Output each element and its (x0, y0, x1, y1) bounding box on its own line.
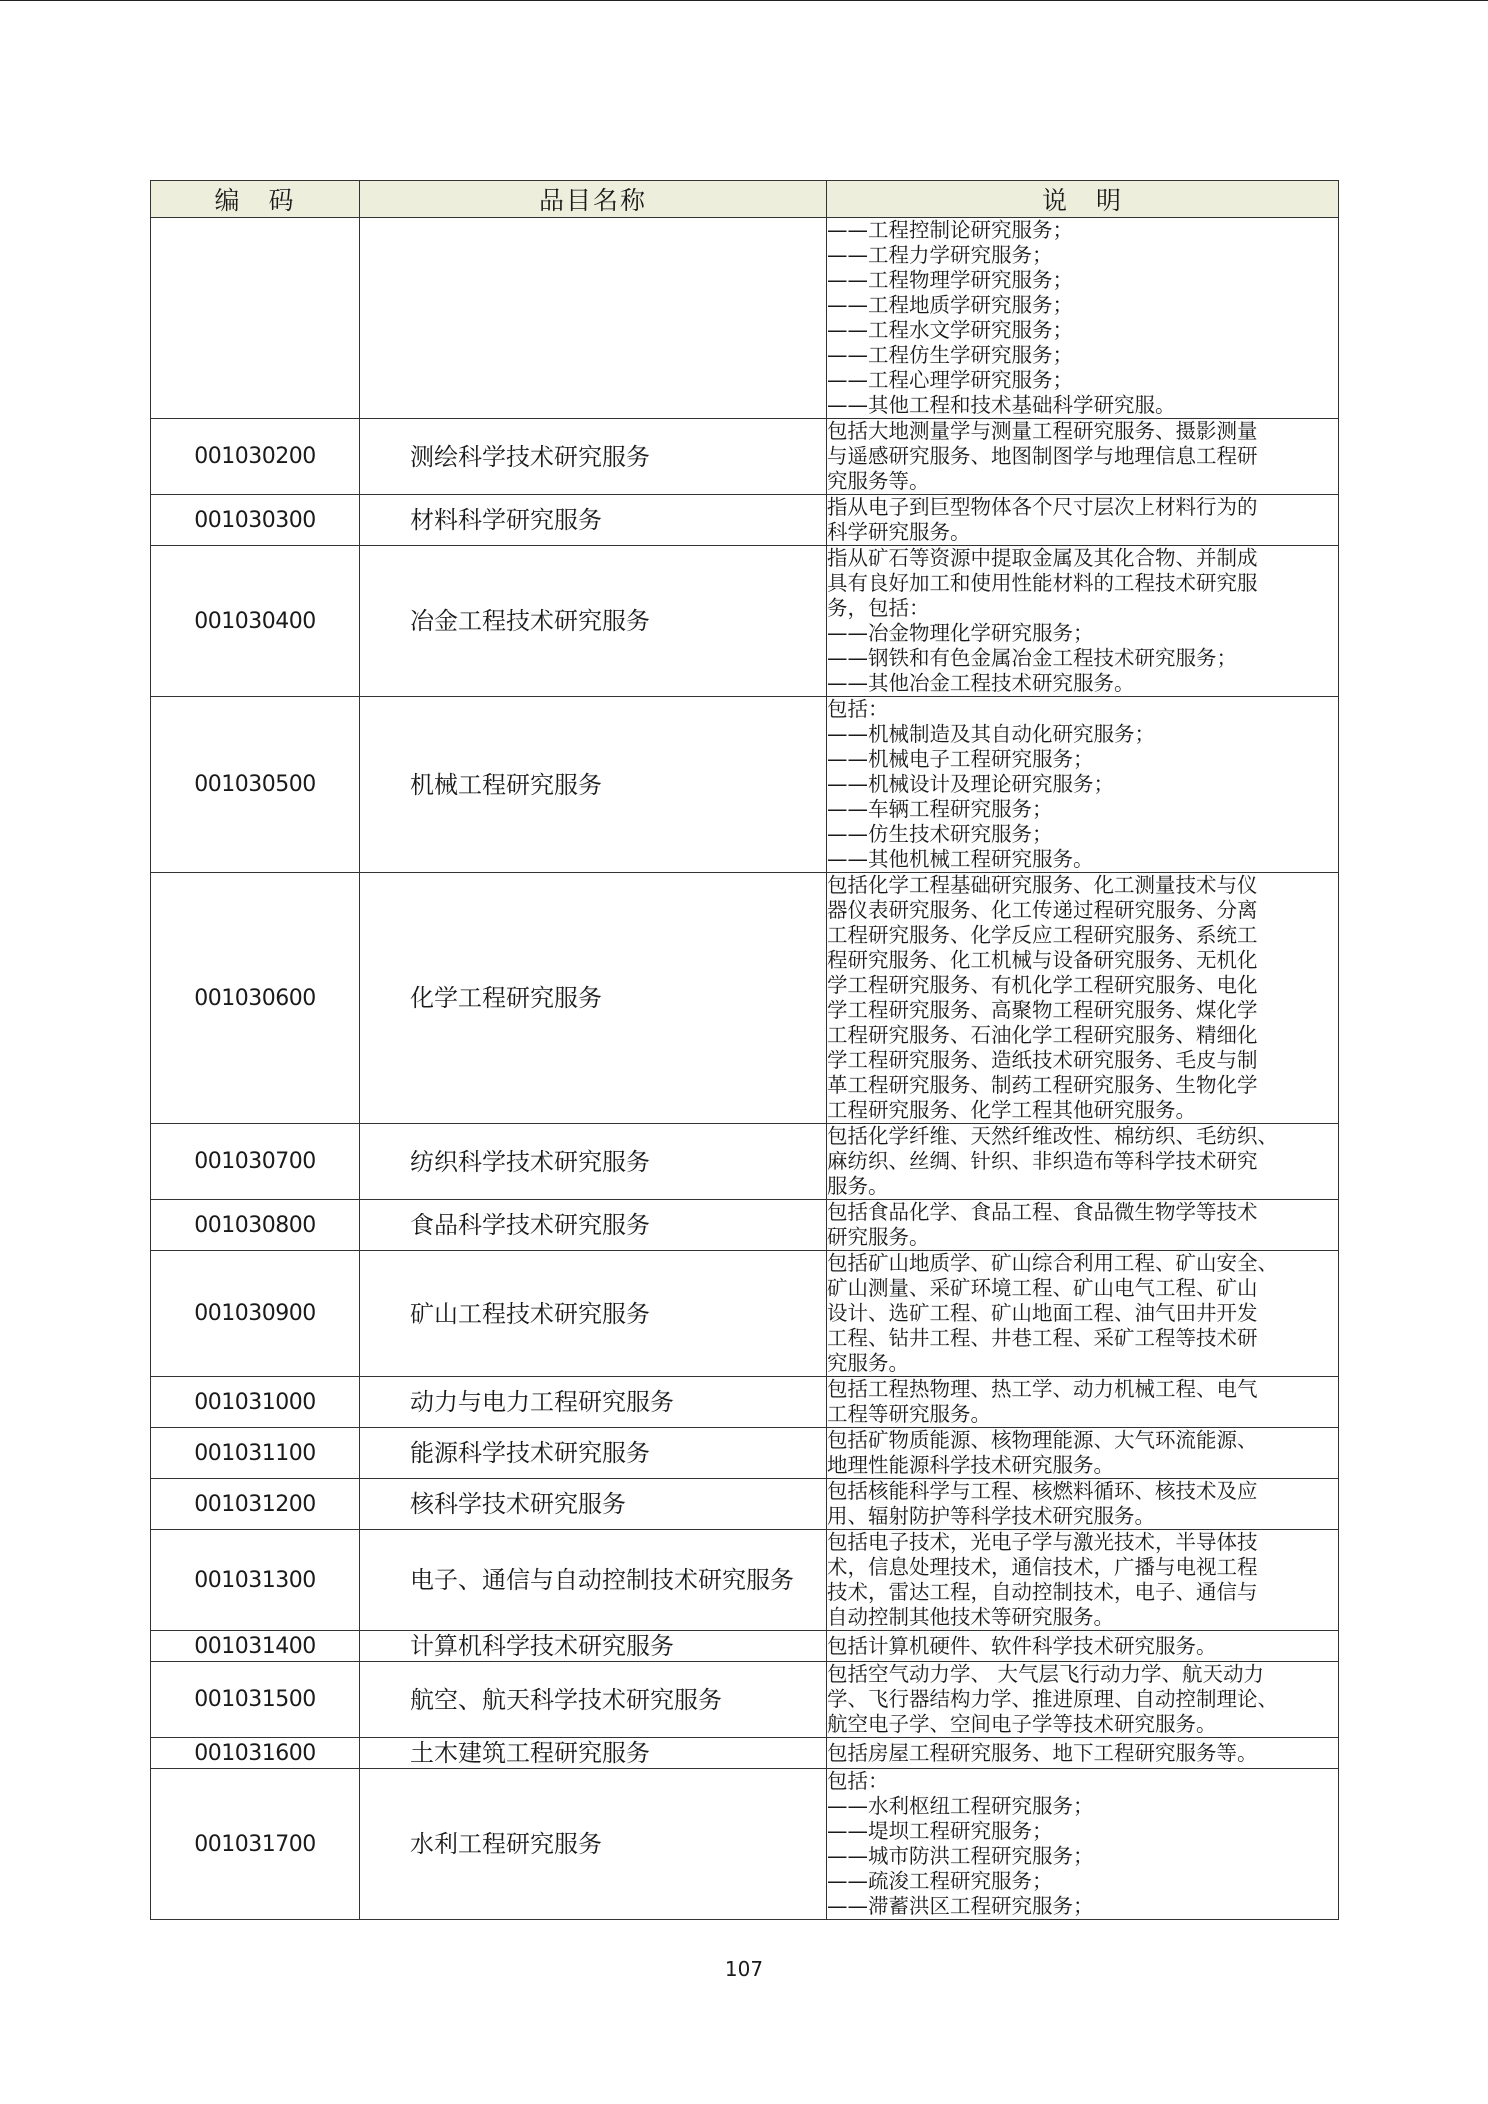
item-code: 001030900 (151, 1251, 360, 1377)
table-row (151, 1251, 1339, 1377)
description-line: 器仪表研究服务、化工传递过程研究服务、分离 (827, 898, 1258, 922)
item-description (827, 1479, 1339, 1530)
table-row (151, 1631, 1339, 1662)
description-line: 学、飞行器结构力学、推进原理、自动控制理论、 (827, 1687, 1278, 1711)
description-line: ——工程仿生学研究服务； (827, 343, 1073, 367)
item-name-cell (360, 1479, 827, 1530)
item-name-cell (360, 873, 827, 1124)
description-line: 与遥感研究服务、地图制图学与地理信息工程研 (827, 444, 1258, 468)
item-name-cell (360, 1769, 827, 1920)
item-description (827, 1251, 1339, 1377)
description-line: 研究服务。 (827, 1225, 930, 1249)
description-line: 工程研究服务、石油化学工程研究服务、精细化 (827, 1023, 1258, 1047)
item-name: 纺织科学技术研究服务 (410, 1147, 650, 1176)
description-line: 务，包括： (827, 596, 930, 620)
table-row (151, 1769, 1339, 1920)
description-line: ——滞蓄洪区工程研究服务； (827, 1894, 1094, 1918)
description-line: 技术，雷达工程，自动控制技术，电子、通信与 (827, 1580, 1258, 1604)
description-line: 革工程研究服务、制药工程研究服务、生物化学 (827, 1073, 1258, 1097)
description-line: ——堤坝工程研究服务； (827, 1819, 1053, 1843)
description-line: 包括食品化学、食品工程、食品微生物学等技术 (827, 1200, 1258, 1224)
description-line: 包括： (827, 1769, 889, 1793)
item-description (827, 1200, 1339, 1251)
item-name: 计算机科学技术研究服务 (410, 1632, 674, 1660)
description-line: ——水利枢纽工程研究服务； (827, 1794, 1094, 1818)
description-line: 学工程研究服务、高聚物工程研究服务、煤化学 (827, 998, 1258, 1022)
header-code: 编 码 (151, 181, 360, 218)
item-description (827, 546, 1339, 697)
page-top-border (0, 0, 1488, 1)
item-name: 机械工程研究服务 (410, 770, 602, 799)
header-name: 品目名称 (360, 181, 827, 218)
item-name-cell (360, 1631, 827, 1662)
item-description (827, 1124, 1339, 1200)
table-row (151, 1479, 1339, 1530)
item-code: 001031500 (151, 1662, 360, 1738)
description-line: 服务。 (827, 1174, 889, 1198)
item-name-cell (360, 697, 827, 873)
item-code: 001030200 (151, 419, 360, 495)
description-line: ——车辆工程研究服务； (827, 797, 1053, 821)
description-line: ——钢铁和有色金属冶金工程技术研究服务； (827, 646, 1237, 670)
table-body (151, 218, 1339, 1920)
table-row (151, 419, 1339, 495)
description-line: 包括房屋工程研究服务、地下工程研究服务等。 (827, 1740, 1258, 1765)
description-line: 包括电子技术，光电子学与激光技术，半导体技 (827, 1530, 1258, 1554)
description-line: 科学研究服务。 (827, 520, 971, 544)
item-name: 材料科学研究服务 (410, 506, 602, 534)
description-line: 自动控制其他技术等研究服务。 (827, 1605, 1114, 1629)
item-code (151, 218, 360, 419)
description-line: 矿山测量、采矿环境工程、矿山电气工程、矿山 (827, 1276, 1258, 1300)
description-line: ——其他工程和技术基础科学研究服。 (827, 393, 1176, 417)
description-line: 程研究服务、化工机械与设备研究服务、无机化 (827, 948, 1258, 972)
item-code: 001030500 (151, 697, 360, 873)
description-line: 学工程研究服务、造纸技术研究服务、毛皮与制 (827, 1048, 1258, 1072)
item-description (827, 1662, 1339, 1738)
item-code: 001031700 (151, 1769, 360, 1920)
item-name-cell (360, 1200, 827, 1251)
description-line: 地理性能源科学技术研究服务。 (827, 1453, 1114, 1477)
item-description (827, 1631, 1339, 1662)
table-row (151, 873, 1339, 1124)
description-line: ——工程水文学研究服务； (827, 318, 1073, 342)
table-row (151, 1530, 1339, 1631)
description-line: ——工程心理学研究服务； (827, 368, 1073, 392)
item-name-cell (360, 1738, 827, 1769)
item-code: 001031400 (151, 1631, 360, 1662)
header-desc: 说 明 (827, 181, 1339, 218)
description-line: 航空电子学、空间电子学等技术研究服务。 (827, 1712, 1217, 1736)
description-line: 包括大地测量学与测量工程研究服务、摄影测量 (827, 419, 1258, 443)
item-name: 土木建筑工程研究服务 (410, 1739, 650, 1767)
description-line: ——其他冶金工程技术研究服务。 (827, 671, 1135, 695)
item-name-cell (360, 495, 827, 546)
description-line: 包括计算机硬件、软件科学技术研究服务。 (827, 1633, 1217, 1658)
item-description (827, 697, 1339, 873)
description-line: ——城市防洪工程研究服务； (827, 1844, 1094, 1868)
item-description (827, 1377, 1339, 1428)
item-description (827, 1738, 1339, 1769)
item-name-cell (360, 1124, 827, 1200)
item-description (827, 495, 1339, 546)
description-line: 具有良好加工和使用性能材料的工程技术研究服 (827, 571, 1258, 595)
item-code: 001030300 (151, 495, 360, 546)
item-name: 航空、航天科学技术研究服务 (410, 1685, 722, 1714)
description-line: 学工程研究服务、有机化学工程研究服务、电化 (827, 973, 1258, 997)
item-name: 电子、通信与自动控制技术研究服务 (410, 1566, 794, 1594)
table-row (151, 1200, 1339, 1251)
table-row (151, 218, 1339, 419)
description-line: ——工程物理学研究服务； (827, 268, 1073, 292)
item-description (827, 419, 1339, 495)
table-row (151, 1738, 1339, 1769)
description-line: 术，信息处理技术，通信技术，广播与电视工程 (827, 1555, 1258, 1579)
item-name-cell (360, 1530, 827, 1631)
description-line: ——冶金物理化学研究服务； (827, 621, 1094, 645)
description-line: 包括矿物质能源、核物理能源、大气环流能源、 (827, 1428, 1258, 1452)
description-line: 包括化学工程基础研究服务、化工测量技术与仪 (827, 873, 1258, 897)
item-code: 001030700 (151, 1124, 360, 1200)
description-line: 包括： (827, 697, 889, 721)
table-row (151, 697, 1339, 873)
item-name: 测绘科学技术研究服务 (410, 442, 650, 471)
description-line: 究服务等。 (827, 469, 930, 493)
item-name: 能源科学技术研究服务 (410, 1439, 650, 1467)
item-description (827, 218, 1339, 419)
table-row (151, 1662, 1339, 1738)
description-line: ——其他机械工程研究服务。 (827, 847, 1094, 871)
item-code: 001031100 (151, 1428, 360, 1479)
item-code: 001031200 (151, 1479, 360, 1530)
item-name-cell (360, 1377, 827, 1428)
table-row (151, 1124, 1339, 1200)
item-name: 冶金工程技术研究服务 (410, 607, 650, 635)
description-line: 包括工程热物理、热工学、动力机械工程、电气 (827, 1377, 1258, 1401)
description-line: ——工程地质学研究服务； (827, 293, 1073, 317)
description-line: 工程研究服务、化学反应工程研究服务、系统工 (827, 923, 1258, 947)
description-line: 包括矿山地质学、矿山综合利用工程、矿山安全、 (827, 1251, 1278, 1275)
description-line: 包括化学纤维、天然纤维改性、棉纺织、毛纺织、 (827, 1124, 1278, 1148)
item-code: 001031000 (151, 1377, 360, 1428)
item-description (827, 1428, 1339, 1479)
item-name: 矿山工程技术研究服务 (410, 1299, 650, 1328)
catalog-table (150, 180, 1339, 1920)
item-name: 水利工程研究服务 (410, 1830, 602, 1858)
description-line: ——机械制造及其自动化研究服务； (827, 722, 1155, 746)
page-number: 107 (724, 1957, 764, 1981)
description-line: 麻纺织、丝绸、针织、非织造布等科学技术研究 (827, 1149, 1258, 1173)
description-line: 指从电子到巨型物体各个尺寸层次上材料行为的 (827, 495, 1258, 519)
description-line: 用、辐射防护等科学技术研究服务。 (827, 1504, 1155, 1528)
item-name: 核科学技术研究服务 (410, 1490, 626, 1518)
description-line: 设计、选矿工程、矿山地面工程、油气田井开发 (827, 1301, 1258, 1325)
item-code: 001031600 (151, 1738, 360, 1769)
item-name: 化学工程研究服务 (410, 984, 602, 1012)
description-line: 包括核能科学与工程、核燃料循环、核技术及应 (827, 1479, 1258, 1503)
description-line: ——工程力学研究服务； (827, 243, 1053, 267)
item-name-cell (360, 1662, 827, 1738)
item-name: 动力与电力工程研究服务 (410, 1388, 674, 1416)
item-code: 001030600 (151, 873, 360, 1124)
description-line: 工程等研究服务。 (827, 1402, 991, 1426)
item-name-cell (360, 419, 827, 495)
item-name-cell (360, 546, 827, 697)
item-code: 001030800 (151, 1200, 360, 1251)
item-name-cell (360, 1428, 827, 1479)
item-name-cell (360, 1251, 827, 1377)
item-name: 食品科学技术研究服务 (410, 1211, 650, 1239)
table-row (151, 546, 1339, 697)
description-line: 指从矿石等资源中提取金属及其化合物、并制成 (827, 546, 1258, 570)
description-line: ——机械设计及理论研究服务； (827, 772, 1114, 796)
description-line: ——疏浚工程研究服务； (827, 1869, 1053, 1893)
description-line: 工程、钻井工程、井巷工程、采矿工程等技术研 (827, 1326, 1258, 1350)
table-row (151, 495, 1339, 546)
item-description (827, 873, 1339, 1124)
description-line: ——工程控制论研究服务； (827, 218, 1073, 242)
description-line: 工程研究服务、化学工程其他研究服务。 (827, 1098, 1196, 1122)
description-line: ——机械电子工程研究服务； (827, 747, 1094, 771)
item-name-cell (360, 218, 827, 419)
description-line: 究服务。 (827, 1351, 909, 1375)
table-row (151, 1377, 1339, 1428)
item-description (827, 1769, 1339, 1920)
description-line: ——仿生技术研究服务； (827, 822, 1053, 846)
description-line: 包括空气动力学、 大气层飞行动力学、航天动力 (827, 1662, 1265, 1686)
item-code: 001031300 (151, 1530, 360, 1631)
item-code: 001030400 (151, 546, 360, 697)
item-description (827, 1530, 1339, 1631)
table-row (151, 1428, 1339, 1479)
table-header-row (151, 181, 1339, 218)
